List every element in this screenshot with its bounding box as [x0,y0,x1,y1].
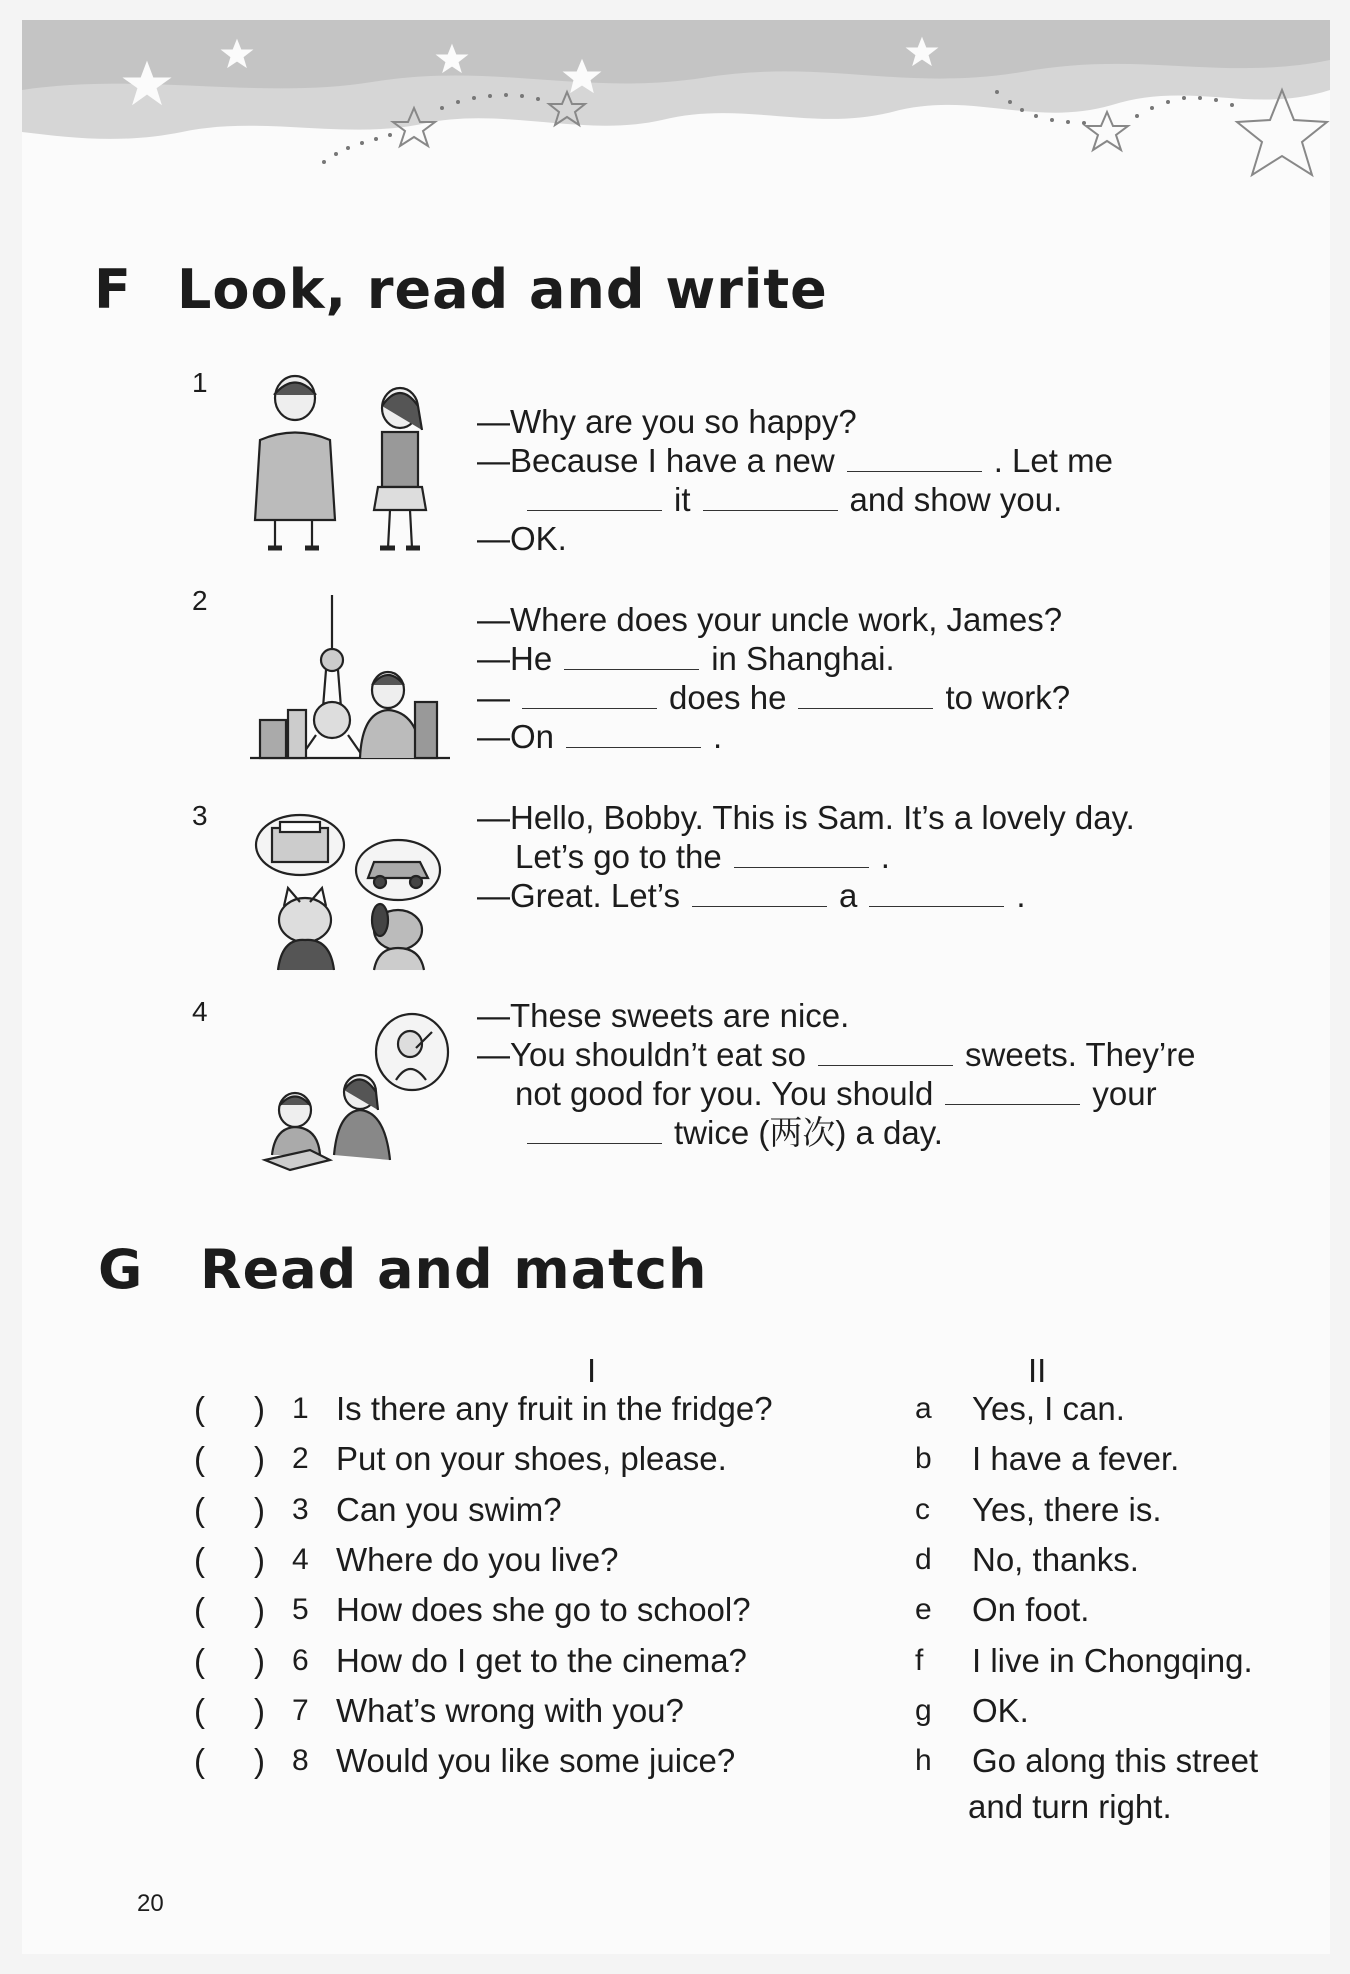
exercise-number: 1 [192,367,208,398]
dialog-text: sweets. They’re [965,1036,1196,1073]
dialog-line [477,480,1113,519]
cat-dog-cinema-taxi-illustration [250,810,450,975]
question-text: Is there any fruit in the fridge? [336,1390,773,1427]
dialog-text: and show you. [849,481,1063,518]
dialog-3 [477,798,1135,915]
answer-paren-close[interactable]: ) [254,1540,265,1578]
dialog-text: . [713,718,723,755]
dialog-text: not good for you. You should [515,1075,934,1112]
answer-blank[interactable] [564,641,699,670]
match-row [22,1440,1330,1480]
dialog-text: —These sweets are nice. [477,997,850,1034]
answer-text-continued: and turn right. [968,1788,1172,1826]
answer-text: I live in Chongqing. [972,1641,1253,1679]
answer-letter: a [915,1392,932,1425]
section-title: Look, read and write [177,258,828,321]
dialog-text: a [838,877,858,914]
answer-paren-close[interactable]: ) [254,1742,265,1780]
answer-text: No, thanks. [972,1540,1139,1578]
dialog-1 [477,402,1113,558]
question-text: What’s wrong with you? [336,1691,684,1729]
answer-paren-close[interactable]: ) [254,1390,265,1427]
question-text: Would you like some juice? [336,1742,736,1780]
answer-blank[interactable] [869,878,1004,907]
question-number: 6 [292,1643,309,1677]
dialog-text: your [1092,1075,1157,1112]
dialog-text: —He [477,640,553,677]
question-number: 8 [292,1744,309,1778]
question-number: 4 [292,1542,309,1576]
answer-blank[interactable] [818,1037,953,1066]
column-heading-i: I [587,1352,597,1389]
answer-text: Yes, there is. [972,1490,1162,1528]
answer-letter: c [915,1492,930,1526]
answer-paren-open[interactable]: ( [194,1591,205,1629]
answer-blank[interactable] [522,680,657,709]
dialog-text: does he [669,679,787,716]
dialog-text: —Where does your uncle work, James? [477,601,1063,638]
question-number: 5 [292,1593,309,1627]
dialog-line [477,798,1135,837]
answer-paren-open[interactable]: ( [194,1691,205,1729]
exercise-number: 4 [192,996,208,1027]
answer-paren-close[interactable]: ) [254,1440,265,1478]
dialog-text: —Great. Let’s [477,877,680,914]
question-text: Where do you live? [336,1540,619,1578]
match-row [22,1742,1330,1826]
question-text: How do I get to the cinema? [336,1641,747,1679]
answer-paren-open[interactable]: ( [194,1390,205,1427]
dialog-line [477,678,1070,717]
dialog-text: . Let me [993,442,1113,479]
answer-paren-close[interactable]: ) [254,1691,265,1729]
answer-paren-close[interactable]: ) [254,1591,265,1629]
dialog-line [477,876,1135,915]
dialog-text: to work? [945,679,1071,716]
answer-text: OK. [972,1691,1029,1729]
dialog-text: in Shanghai. [711,640,895,677]
answer-text: Yes, I can. [972,1390,1125,1427]
section-letter: G [98,1238,144,1301]
dialog-line [477,1074,1196,1113]
answer-letter: b [915,1442,932,1476]
question-text: Put on your shoes, please. [336,1440,727,1478]
dialog-text: —You shouldn’t eat so [477,1036,807,1073]
match-row [22,1591,1330,1631]
dialog-text: —Hello, Bobby. This is Sam. It’s a lovely day. [477,799,1135,836]
answer-blank[interactable] [945,1076,1080,1105]
dialog-text: . [880,838,890,875]
dialog-line [477,441,1113,480]
dialog-line [477,996,1196,1035]
answer-blank[interactable] [703,482,838,511]
dialog-line [477,402,1113,441]
answer-blank[interactable] [847,443,982,472]
dialog-line [477,600,1070,639]
dialog-line [477,639,1070,678]
question-number: 1 [292,1392,309,1425]
question-number: 7 [292,1693,309,1727]
answer-blank[interactable] [734,839,869,868]
match-row [22,1642,1330,1682]
column-heading-ii: II [1028,1352,1047,1389]
question-text: How does she go to school? [336,1591,751,1629]
answer-paren-open[interactable]: ( [194,1440,205,1478]
section-letter: F [94,258,132,321]
answer-letter: g [915,1693,932,1727]
dialog-text: — [477,679,510,716]
question-text: Can you swim? [336,1490,562,1528]
dialog-text: —Why are you so happy? [477,403,857,440]
answer-paren-close[interactable]: ) [254,1641,265,1679]
match-row [22,1541,1330,1581]
answer-paren-open[interactable]: ( [194,1742,205,1780]
dialog-line [477,519,1113,558]
answer-paren-open[interactable]: ( [194,1641,205,1679]
answer-text: I have a fever. [972,1440,1180,1478]
answer-blank[interactable] [566,719,701,748]
dialog-4 [477,996,1196,1152]
answer-blank[interactable] [527,1115,662,1144]
answer-letter: e [915,1593,932,1627]
page-number: 20 [137,1890,164,1917]
answer-letter: h [915,1744,932,1778]
answer-letter: f [915,1643,924,1677]
girls-dress-illustration [250,370,450,560]
exercise-number: 3 [192,800,208,831]
answer-blank[interactable] [527,482,662,511]
answer-paren-open[interactable]: ( [194,1490,205,1528]
dialog-text: —On [477,718,555,755]
dialog-text: Let’s go to the [515,838,722,875]
match-row [22,1491,1330,1531]
dialog-line [477,717,1070,756]
star-banner [22,20,1330,210]
dialog-text: . [1016,877,1026,914]
answer-paren-open[interactable]: ( [194,1540,205,1578]
answer-letter: d [915,1542,932,1576]
answer-blank[interactable] [798,680,933,709]
answer-paren-close[interactable]: ) [254,1490,265,1528]
workbook-page [22,20,1330,1954]
dialog-text: —OK. [477,520,567,557]
dialog-text: twice (两次) a day. [674,1114,943,1151]
dialog-line [477,1113,1196,1152]
sweets-toothbrush-illustration [250,1010,450,1180]
dialog-line [477,837,1135,876]
exercise-number: 2 [192,585,208,616]
dialog-line [477,1035,1196,1074]
section-title: Read and match [200,1238,708,1301]
match-row [22,1390,1330,1430]
match-row [22,1692,1330,1732]
question-number: 3 [292,1492,309,1526]
answer-text: On foot. [972,1591,1090,1629]
shanghai-tower-illustration [250,590,450,760]
question-number: 2 [292,1442,309,1476]
answer-blank[interactable] [692,878,827,907]
dialog-2 [477,600,1070,756]
answer-text: Go along this street [972,1742,1259,1780]
dialog-text: —Because I have a new [477,442,835,479]
dialog-text: it [674,481,691,518]
